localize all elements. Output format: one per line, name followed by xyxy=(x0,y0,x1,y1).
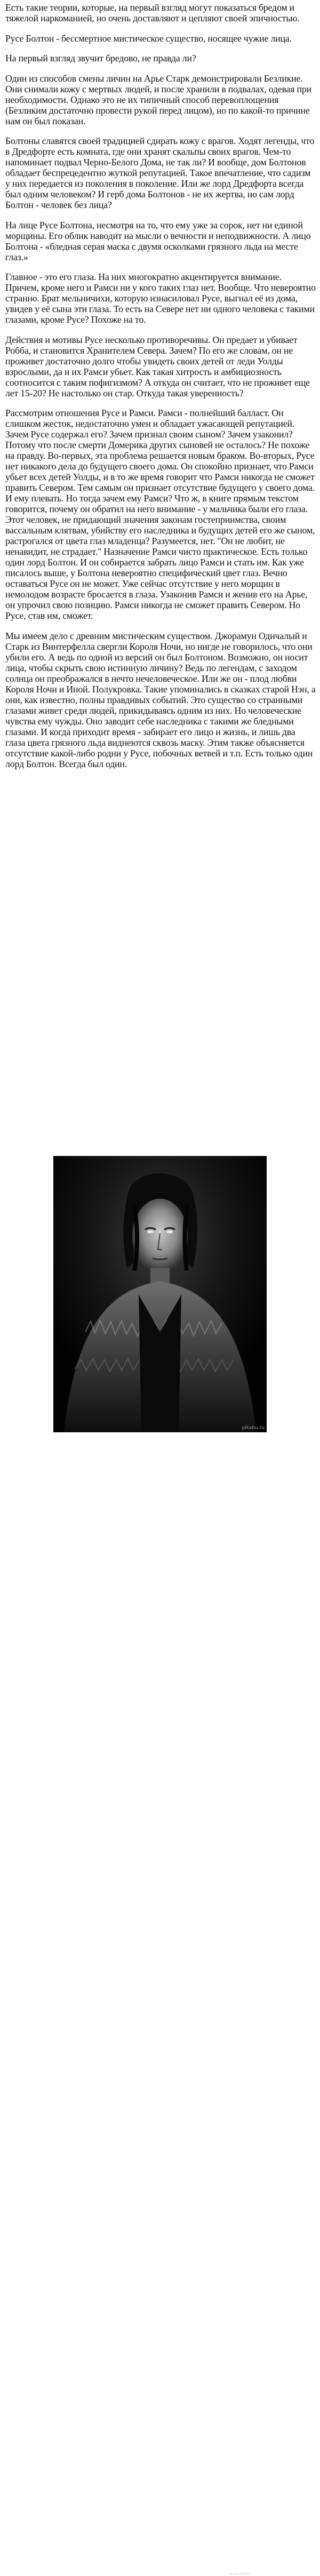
illustration-signature: Roose Bolton xyxy=(229,2572,251,2576)
article-paragraph: Главное - это его глаза. На них многократно акцентируется внимание. Причем, кроме него и Рамси ни у кого таких глаз нет. Вообще. Что невероятно странно. Брат мельничихи, которую изнасиловал Русе, выгнал её из дома, увидев у её сына эти глаза. То есть на Севере нет ни одного человека с такими глазами, кроме Русе? Похоже на то. xyxy=(5,272,316,325)
article-paragraph: На первый взгляд звучит бредово, не правда ли? xyxy=(5,53,196,63)
article-paragraph: Есть такие теории, которые, на первый взгляд могут показаться бредом и тяжелой наркоманией, но очень доставляют и цепляют своей эпичностью. xyxy=(5,2,300,23)
article-paragraph: На лице Русе Болтона, несмотря на то, что ему уже за сорок, нет ни единой морщины. Его облик наводит на мысли о вечности и неподвижности. А лицо Болтона - «бледная серая маска с двумя осколками грязного льда на месте глаз.» xyxy=(5,219,311,262)
site-watermark: pikabu.ru xyxy=(242,1425,265,1431)
article-paragraph: Болтоны славятся своей традицией сдирать кожу с врагов. Ходят легенды, что в Дредфорте есть комната, где они хранят скальпы своих врагов. Чем-то напоминает подвал Черно-Белого Дома, не так ли? И вообще, дом Болтонов обладает беспрецедентно жуткой репутацией. Такое впечатление, что садизм у них передается из поколения в поколение. Или же лорд Дредфорта всегда был одним человеком? И герб дома Болтонов - не их жертва, но сам лорд Болтон - человек без лица? xyxy=(5,135,315,210)
roose-bolton-illustration xyxy=(53,1156,267,2576)
article-paragraph: Мы имеем дело с древним мистическим существом. Джорамун Одичалый и Старк из Винтерфелла свергли Короля Ночи, но нигде не говорилось, что они убили его. А ведь по одной из версий он был Болтоном. Возможно, он носит лица, чтобы скрыть свою истинную личину? Ведь по легендам, с заходом солнца он преображался в нечто нечеловеческое. Или же он - плод любви Короля Ночи и Иной. Полукровка. Такие упоминались в сказках старой Нэн, а они, как известно, полны правдивых событий. Это существо со странными глазами живет среди людей, прикидываясь одним из них. Но человеческие чувства ему чужды. Оно заводит себе наследника с такими же бледными глазами. И когда приходит время - забирает его лицо и жизнь, и лишь два глаза цвета грязного льда виднеются сквозь маску. Этим также объясняется отсутствие какой-либо родни у Русе, побочных ветвей и т.п. Есть только один лорд Болтон. Всегда был один. xyxy=(5,630,316,769)
article-paragraph: Русе Болтон - бессмертное мистическое существо, носящее чужие лица. xyxy=(5,33,292,44)
article-paragraph: Действия и мотивы Русе несколько противоречивы. Он предает и убивает Робба, и становится Хранителем Севера. Зачем? По его же словам, он не проживет достаточно долго чтобы увидеть своих детей от леди Уолды взрослыми, да и их Рамси убьет. Как такая хитрость и амбициозность соотносится с таким пофигизмом? А откуда он считает, что не проживет еще лет 15-20? Не настолько он стар. Откуда такая уверенность? xyxy=(5,334,310,398)
portrait-drawing xyxy=(53,1156,267,1432)
article-paragraph: Один из способов смены личин на Арье Старк демонстрировали Безликие. Они снимали кожу с мертвых людей, и после хранили в подвалах, одевая при необходимости. Однако это не их типичный способ перевоплощения (Безликим достаточно провести рукой перед лицом), но по какой-то причине нам он был показан. xyxy=(5,73,311,126)
article-paragraph: Рассмотрим отношения Русе и Рамси. Рамси - полнейший балласт. Он слишком жесток, недостаточно умен и обладает ужасающей репутацией. Зачем Русе содержал его? Зачем признал своим сыном? Зачем узаконил? Потому что после смерти Домерика других сыновей не осталось? Не похоже на правду. Во-первых, эта проблема решается новым браком. Во-вторых, Русе нет никакого дела до будущего своего дома. Он спокойно признает, что Рамси убьет всех детей Уолды, и в то же время говорит что Рамси никогда не сможет править Севером. Тем самым он признает отсутствие будущего у своего дома. И ему плевать. Но тогда зачем ему Рамси? Что ж, в книге прямым текстом говорится, почему он обратил на него внимание - у мальчика были его глаза. Этот человек, не придающий значения законам гостеприимства, своим вассальным клятвам, убийству его наследника и будущих детей его же сыном, растрогался от цвета глаз младенца? Разумеется, нет. "Он не любит, не ненавидит, не страдает." Назначение Рамси чисто практическое. Есть только один лорд Болтон. И он собирается забрать лицо Рамси и стать им. Как уже писалось выше, у Болтона невероятно специфический цвет глаз. Вечно оставаться Русе он не может. Уже сейчас отсутствие у него морщин в немолодом возрасте бросается в глаза. Узаконив Рамси и женив его на Арье, он упрочил свою позицию. Рамси никогда не сможет править Севером. Но Русе, став им, сможет. xyxy=(5,408,315,621)
article-body xyxy=(5,2,316,778)
